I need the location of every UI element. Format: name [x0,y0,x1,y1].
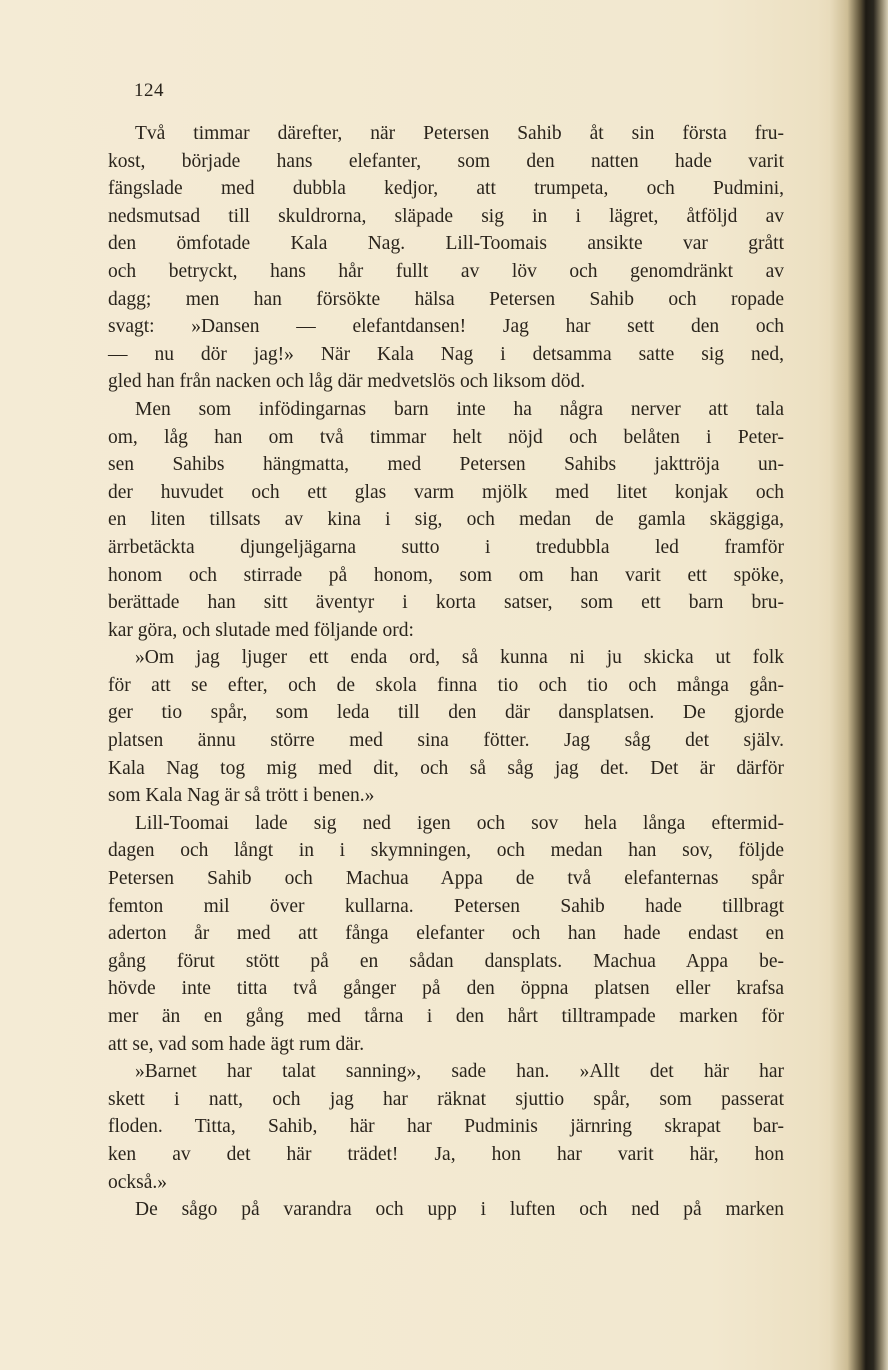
page-number: 124 [134,80,164,101]
text-line: som Kala Nag är så trött i benen.» [108,785,375,807]
text-line: Petersen Sahib och Machua Appa de två elefanternas spår [108,868,784,890]
text-line: honom och stirrade på honom, som om han varit ett spöke, [108,564,784,586]
text-line: aderton år med att fånga elefanter och han hade endast en [108,923,784,945]
body-text [108,120,784,1224]
text-line: gled han från nacken och låg där medvetslös och liksom död. [108,371,586,393]
text-line: nedsmutsad till skuldrorna, släpade sig in i lägret, åtföljd av [108,205,784,227]
text-line: De sågo på varandra och upp i luften och ned på marken [135,1199,784,1221]
text-line: Två timmar därefter, när Petersen Sahib åt sin första fru- [135,123,784,144]
text-line: fängslade med dubbla kedjor, att trumpeta, och Pudmini, [108,178,784,200]
text-line: ärrbetäckta djungeljägarna sutto i tredubbla led framför [108,536,784,558]
text-line: ken av det här trädet! Ja, hon har varit här, hon [108,1143,784,1165]
text-line: »Om jag ljuger ett enda ord, så kunna ni ju skicka ut folk [135,647,784,669]
text-line: — nu dör jag!» När Kala Nag i detsamma satte sig ned, [108,343,784,365]
text-line: att se, vad som hade ägt rum där. [108,1033,365,1055]
text-line: hövde inte titta två gånger på den öppna platsen eller krafsa [108,978,784,1000]
text-line: också.» [108,1171,168,1193]
text-line: kost, började hans elefanter, som den natten hade varit [108,150,784,172]
book-gutter-shadow [830,0,888,1370]
text-line: Men som infödingarnas barn inte ha några nerver att tala [135,398,784,420]
text-line: berättade han sitt äventyr i korta satser, som ett barn bru- [108,592,784,614]
text-line: dagg; men han försökte hälsa Petersen Sahib och ropade [108,288,784,310]
text-line: kar göra, och slutade med följande ord: [108,619,414,641]
text-line: der huvudet och ett glas varm mjölk med litet konjak och [108,481,784,503]
text-line: och betryckt, hans hår fullt av löv och genomdränkt av [108,260,784,282]
text-line: femton mil över kullarna. Petersen Sahib hade tillbragt [108,895,784,917]
text-line: skett i natt, och jag har räknat sjuttio spår, som passerat [108,1088,784,1110]
text-line: gång förut stött på en sådan dansplats. Machua Appa be- [108,950,784,972]
text-line: mer än en gång med tårna i den hårt tilltrampade marken för [108,1006,784,1027]
text-line: Kala Nag tog mig med dit, och så såg jag det. Det är därför [108,757,784,779]
text-line: ger tio spår, som leda till den där dansplatsen. De gjorde [108,702,784,724]
text-line: för att se efter, och de skola finna tio och tio och många gån- [108,674,784,696]
text-line: dagen och långt in i skymningen, och medan han sov, följde [108,840,784,862]
text-line: floden. Titta, Sahib, här har Pudminis järnring skrapat bar- [108,1116,784,1138]
text-line: om, låg han om två timmar helt nöjd och belåten i Peter- [108,426,784,448]
text-line: Lill-Toomai lade sig ned igen och sov hela långa eftermid- [135,812,784,834]
text-line: svagt: »Dansen — elefantdansen! Jag har sett den och [108,316,784,338]
text-line: den ömfotade Kala Nag. Lill-Toomais ansikte var grått [108,233,784,255]
text-line: en liten tillsats av kina i sig, och medan de gamla skäggiga, [108,509,784,531]
text-line: »Barnet har talat sanning», sade han. »Allt det här har [135,1061,784,1083]
text-line: platsen ännu större med sina fötter. Jag såg det själv. [108,730,784,752]
text-line: sen Sahibs hängmatta, med Petersen Sahibs jakttröja un- [108,454,784,476]
